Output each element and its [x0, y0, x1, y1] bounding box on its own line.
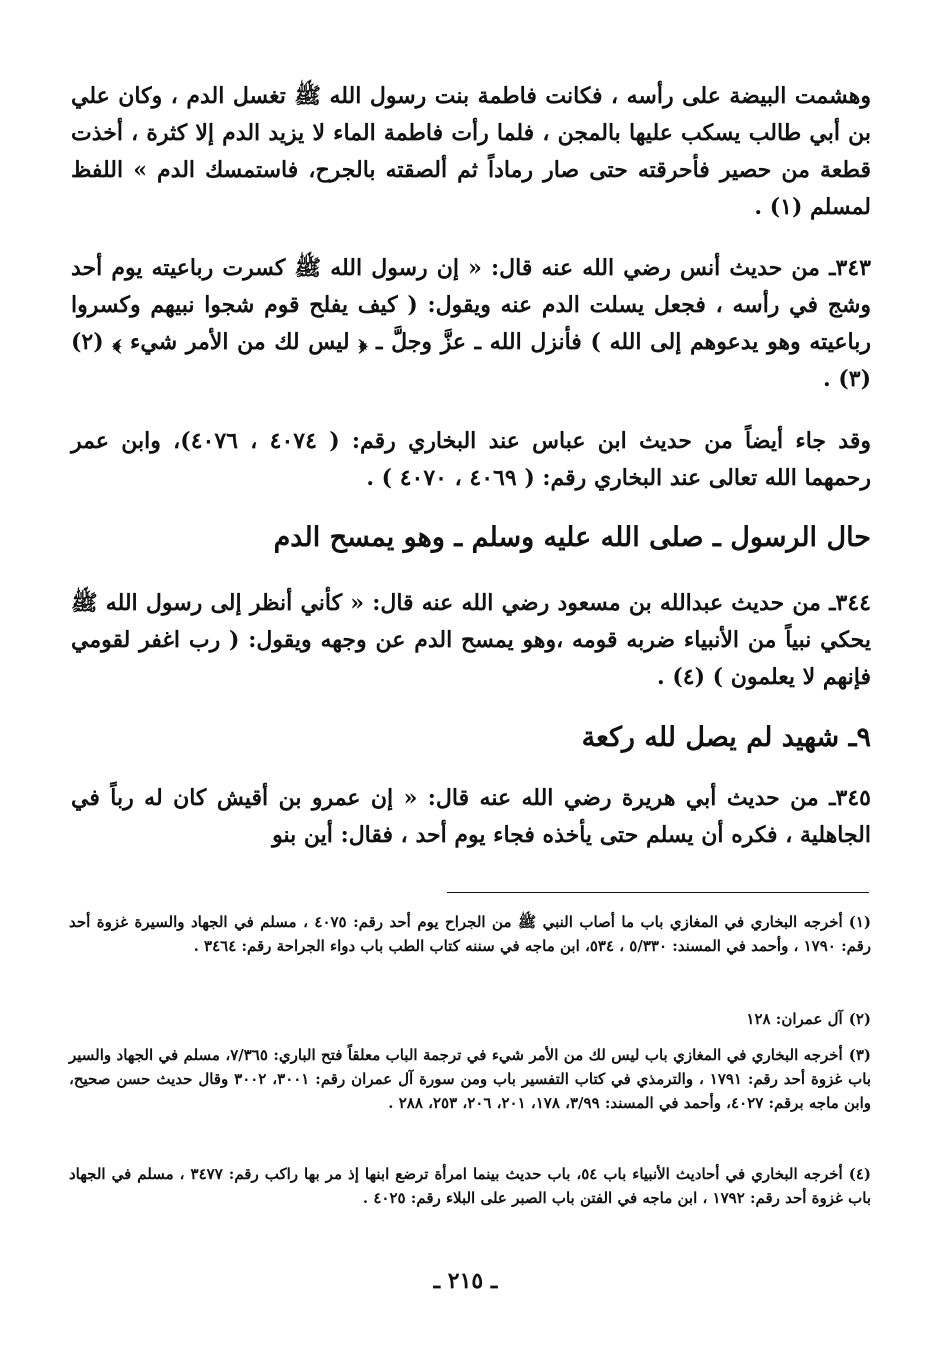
footnote-separator [447, 892, 869, 893]
footnote-number: (٤) [848, 1165, 871, 1183]
paragraph-hadith-345: ٣٤٥ـ من حديث أبي هريرة رضي الله عنه قال: « إن عمرو بن أقيش كان له رباً في الجاهلية ، فكره أن يسلم حتى يأخذه فجاء يوم أحد ، فقال: أين بنو [71, 785, 871, 848]
footnote-text: أخرجه البخاري في أحاديث الأنبياء باب ٥٤، باب حديث بينما امرأة ترضع ابنها إذ مر بها راكب رقم: ٣٤٧٧ ، مسلم في الجهاد باب غزوة أحد رقم: ١٧٩٢ ، ابن ماجه في الفتن باب الصبر على البلاء رقم: ٤٠٢٥ . [69, 1165, 871, 1207]
paragraph-fatima: وهشمت البيضة على رأسه ، فكانت فاطمة بنت رسول الله ﷺ تغسل الدم ، وكان علي بن أبي طالب يسكب عليها بالمجن ، فلما رأت فاطمة الماء لا يزيد الدم إلا كثرة ، أخذت قطعة من حصير فأحرقته حتى صار رماداً ثم ألصقته بالجرح، فاستمسك الدم » اللفظ لمسلم (١) . [71, 83, 872, 220]
section-heading-prophet-wiping-blood: حال الرسول ـ صلى الله عليه وسلم ـ وهو يمسح الدم [273, 522, 871, 553]
footnote-text: أخرجه البخاري في المغازي باب ما أصاب النبي ﷺ من الجراح يوم أحد رقم: ٤٠٧٥ ، مسلم في الجهاد والسيرة غزوة أحد رقم: ١٧٩٠ ، وأحمد في المسند: ٥/٣٣٠ ، ٥٣٤، ابن ماجه في سننه كتاب الطب باب دواء الجراحة رقم: ٣٤٦٤ . [69, 913, 871, 955]
page-number: ـ ٢١٥ ـ [433, 1268, 498, 1294]
footnote-number: (٢) [848, 1010, 871, 1028]
footnote-1 [69, 910, 871, 958]
paragraph-hadith-344: ٣٤٤ـ من حديث عبدالله بن مسعود رضي الله عنه قال: « كأني أنظر إلى رسول الله ﷺ يحكي نبياً من الأنبياء ضربه قومه ،وهو يمسح الدم عن وجهه ويقول: ( رب اغفر لقومي فإنهم لا يعلمون ) (٤) . [71, 590, 871, 690]
footnote-number: (١) [848, 913, 871, 931]
footnote-4 [69, 1162, 871, 1210]
paragraph-additional-sources: وقد جاء أيضاً من حديث ابن عباس عند البخاري رقم: ( ٤٠٧٤ ، ٤٠٧٦)، وابن عمر رحمهما الله تعالى عند البخاري رقم: ( ٤٠٦٩ ، ٤٠٧٠ ) . [71, 428, 871, 491]
footnote-number: (٣) [848, 1046, 871, 1064]
footnote-text: أخرجه البخاري في المغازي باب ليس لك من الأمر شيء في ترجمة الباب معلقاً فتح الباري: ٧/٣٦٥، مسلم في الجهاد والسير باب غزوة أحد رقم: ١٧٩١ ، والترمذي في كتاب التفسير باب ومن سورة آل عمران رقم: ٣٠٠١، ٣٠٠٢ وقال حديث حسن صحيح، وابن ماجه برقم: ٤٠٢٧، وأحمد في المسند: ٣/٩٩، ١٧٨، ٢٠١، ٢٠٦، ٢٥٣، ٢٨٨ . [69, 1046, 871, 1112]
footnote-text: آل عمران: ١٢٨ [746, 1010, 843, 1028]
section-heading-martyr: ٩ـ شهيد لم يصل لله ركعة [581, 722, 871, 753]
footnote-3 [69, 1043, 871, 1115]
footnote-2 [69, 1007, 871, 1031]
paragraph-hadith-343: ٣٤٣ـ من حديث أنس رضي الله عنه قال: « إن رسول الله ﷺ كسرت رباعيته يوم أحد وشج في رأسه ، فجعل يسلت الدم عنه ويقول: ( كيف يفلح قوم شجوا نبيهم وكسروا رباعيته وهو يدعوهم إلى الله ) فأنزل الله ـ عزَّ وجلَّ ـ ﴿ ليس لك من الأمر شيء ﴾ (٢) (٣) . [71, 255, 871, 392]
